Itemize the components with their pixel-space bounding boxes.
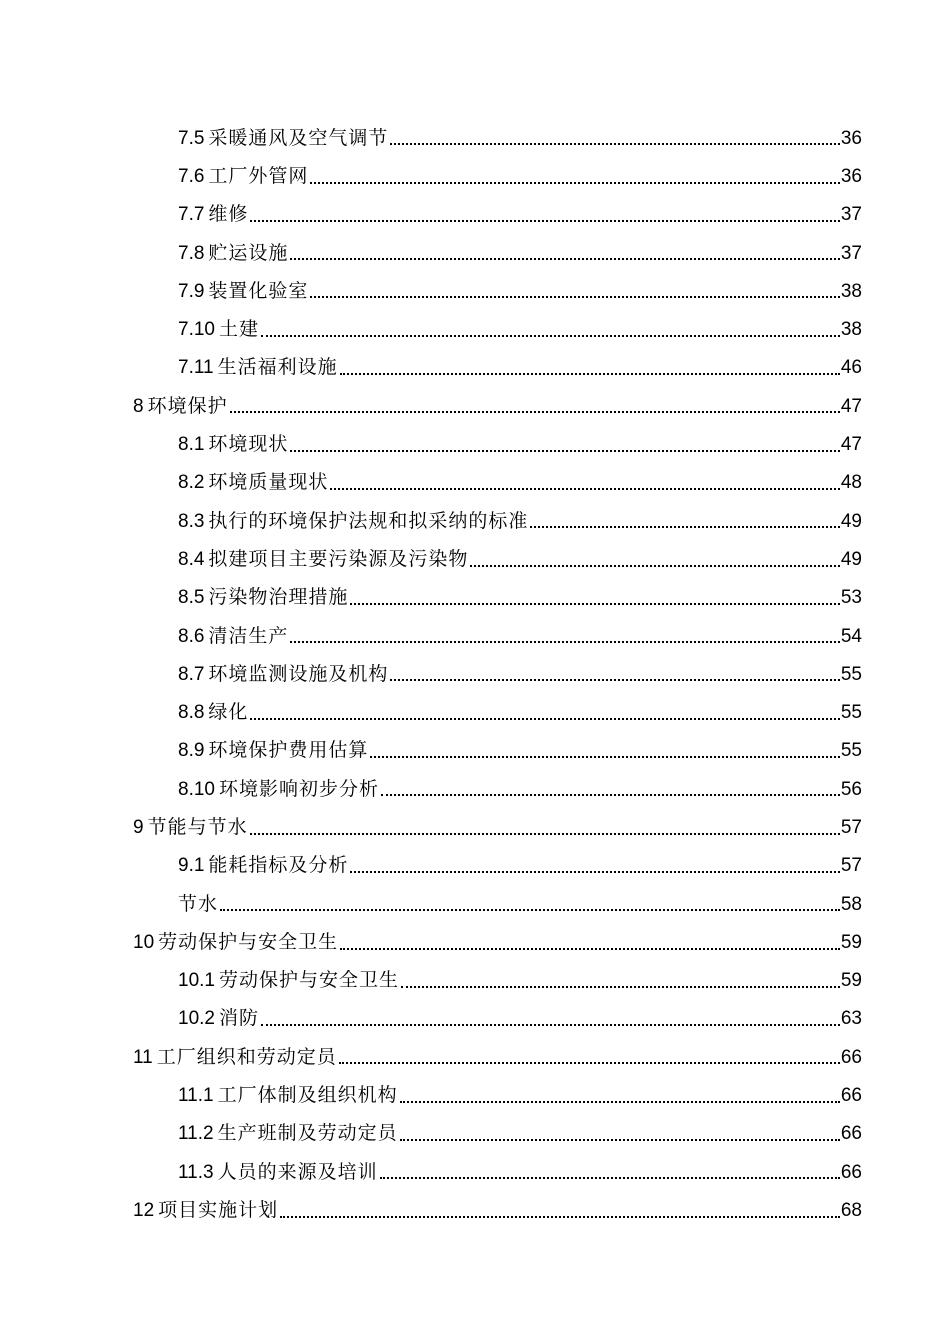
toc-entry-number: 8.5 <box>178 587 205 609</box>
toc-entry-title-text: 劳动保护与安全卫生 <box>158 930 339 953</box>
toc-entry-title <box>178 435 288 454</box>
toc-entry-page-number: 66 <box>840 1085 862 1107</box>
toc-entry-number: 9.1 <box>178 855 205 877</box>
toc-entry-number: 8.7 <box>178 663 205 685</box>
dot-leader <box>339 1062 840 1064</box>
toc-entry-title-text: 节水 <box>178 892 219 915</box>
toc-entry-number: 7.11 <box>178 357 214 379</box>
toc-entry-title <box>178 971 399 990</box>
toc-entry-number: 8.6 <box>178 625 205 647</box>
toc-entry-title-text: 能耗指标及分析 <box>208 854 349 877</box>
toc-chapter-entry[interactable] <box>0 923 950 961</box>
toc-entry-title <box>178 1124 398 1143</box>
toc-entry-title <box>133 930 339 953</box>
toc-entry-page-number: 66 <box>840 1123 862 1145</box>
dot-leader <box>310 182 839 184</box>
toc-entry-page-number: 55 <box>840 663 862 685</box>
dot-leader <box>250 220 839 222</box>
toc-entry-title <box>178 473 328 492</box>
toc-entry-number: 7.5 <box>178 127 205 149</box>
toc-entry-page-number: 47 <box>840 434 862 456</box>
toc-section-entry[interactable] <box>0 732 950 770</box>
toc-entry-title <box>178 741 368 760</box>
toc-entry-page-number: 36 <box>840 127 862 149</box>
dot-leader <box>250 718 839 720</box>
toc-entry-title <box>178 703 248 722</box>
toc-entry-number: 8.1 <box>178 434 205 456</box>
toc-entry-page-number: 57 <box>840 855 862 877</box>
toc-section-entry[interactable] <box>0 272 950 310</box>
toc-entry-title <box>178 509 529 532</box>
toc-entry-number: 8.10 <box>178 778 215 800</box>
dot-leader <box>290 641 839 643</box>
toc-entry-number: 11.3 <box>178 1161 214 1183</box>
toc-entry-title <box>133 394 228 417</box>
toc-entry-title-text: 生活福利设施 <box>217 356 338 379</box>
toc-entry-number: 11.1 <box>178 1085 214 1107</box>
toc-section-entry[interactable] <box>0 655 950 693</box>
table-of-contents <box>0 119 950 1230</box>
dot-leader <box>350 603 839 605</box>
toc-chapter-entry[interactable] <box>0 808 950 846</box>
toc-entry-title <box>178 856 348 875</box>
toc-entry-title-text: 污染物治理措施 <box>208 586 349 609</box>
toc-entry-title-text: 贮运设施 <box>208 241 289 264</box>
toc-entry-number: 10 <box>133 931 155 953</box>
toc-entry-page-number: 66 <box>840 1161 862 1183</box>
toc-entry-title <box>178 205 248 224</box>
toc-entry-title <box>178 126 389 149</box>
toc-entry-page-number: 38 <box>840 280 862 302</box>
toc-entry-title-text: 环境保护费用估算 <box>208 739 369 762</box>
toc-entry-title-text: 工厂体制及组织机构 <box>217 1084 398 1107</box>
toc-entry-title-text: 环境监测设施及机构 <box>208 662 389 685</box>
toc-chapter-entry[interactable] <box>0 387 950 425</box>
toc-entry-number: 8.2 <box>178 472 205 494</box>
toc-entry-title-text: 项目实施计划 <box>158 1198 279 1221</box>
toc-entry-title-text: 环境质量现状 <box>208 471 329 494</box>
toc-entry-title <box>178 358 338 377</box>
toc-entry-number: 8 <box>133 395 144 417</box>
toc-entry-page-number: 53 <box>840 587 862 609</box>
toc-entry-page-number: 57 <box>840 816 862 838</box>
dot-leader <box>330 488 839 490</box>
toc-entry-page-number: 55 <box>840 702 862 724</box>
dot-leader <box>470 565 839 567</box>
toc-entry-page-number: 46 <box>840 357 862 379</box>
toc-section-entry[interactable] <box>0 157 950 195</box>
toc-entry-page-number: 48 <box>840 472 862 494</box>
toc-section-entry[interactable] <box>0 579 950 617</box>
dot-leader <box>350 871 839 873</box>
toc-entry-page-number: 63 <box>840 1008 862 1030</box>
toc-entry-title <box>178 1009 259 1028</box>
dot-leader <box>390 679 839 681</box>
toc-entry-page-number: 59 <box>840 970 862 992</box>
toc-entry-title-text: 工厂外管网 <box>208 164 309 187</box>
toc-entry-number: 7.6 <box>178 165 205 187</box>
toc-entry-title-text: 拟建项目主要污染源及污染物 <box>208 547 469 570</box>
dot-leader <box>261 335 840 337</box>
dot-leader <box>230 411 840 413</box>
toc-entry-page-number: 38 <box>840 319 862 341</box>
dot-leader <box>280 1216 840 1218</box>
toc-section-entry[interactable] <box>0 464 950 502</box>
toc-entry-page-number: 49 <box>840 548 862 570</box>
toc-entry-number: 11.2 <box>178 1123 214 1145</box>
toc-entry-title-text: 人员的来源及培训 <box>217 1160 378 1183</box>
dot-leader <box>400 1101 840 1103</box>
toc-entry-title-text: 劳动保护与安全卫生 <box>218 969 399 992</box>
toc-section-entry[interactable] <box>0 425 950 463</box>
toc-entry-title-text: 装置化验室 <box>208 279 309 302</box>
toc-entry-page-number: 47 <box>840 395 862 417</box>
toc-entry-number: 8.3 <box>178 510 205 532</box>
toc-entry-title-text: 绿化 <box>208 701 249 724</box>
dot-leader <box>290 258 839 260</box>
toc-entry-title-text: 维修 <box>208 203 249 226</box>
toc-section-entry[interactable] <box>0 847 950 885</box>
toc-entry-title <box>178 662 389 685</box>
toc-entry-title <box>133 1198 279 1221</box>
dot-leader <box>381 794 840 796</box>
toc-entry-number: 7.9 <box>178 280 205 302</box>
toc-section-entry[interactable] <box>0 1153 950 1191</box>
toc-entry-number: 11 <box>133 1046 153 1068</box>
toc-entry-title <box>178 624 289 647</box>
toc-entry-page-number: 37 <box>840 204 862 226</box>
dot-leader <box>401 986 840 988</box>
toc-section-entry[interactable] <box>0 119 950 157</box>
toc-section-entry[interactable] <box>0 1115 950 1153</box>
toc-entry-title-text: 执行的环境保护法规和拟采纳的标准 <box>208 509 529 532</box>
toc-entry-title-text: 节能与节水 <box>147 815 248 838</box>
toc-entry-title <box>178 1086 398 1105</box>
dot-leader <box>390 143 839 145</box>
toc-entry-number: 8.9 <box>178 740 205 762</box>
toc-entry-number: 12 <box>133 1199 155 1221</box>
toc-entry-title <box>178 320 259 339</box>
toc-entry-title-text: 生产班制及劳动定员 <box>217 1122 398 1145</box>
toc-entry-title-text: 清洁生产 <box>208 624 289 647</box>
toc-section-entry[interactable] <box>0 196 950 234</box>
toc-section-entry[interactable] <box>0 617 950 655</box>
dot-leader <box>530 526 839 528</box>
toc-chapter-entry[interactable] <box>0 1038 950 1076</box>
dot-leader <box>310 296 839 298</box>
toc-entry-page-number: 56 <box>840 778 862 800</box>
toc-entry-title <box>178 241 289 264</box>
toc-section-entry[interactable] <box>0 540 950 578</box>
toc-entry-title-text: 环境影响初步分析 <box>218 777 379 800</box>
toc-section-entry[interactable] <box>0 1076 950 1114</box>
dot-leader <box>400 1139 840 1141</box>
toc-entry-page-number: 58 <box>840 893 862 915</box>
toc-entry-title <box>178 547 469 570</box>
toc-entry-title-text: 环境现状 <box>208 433 289 456</box>
toc-entry-title <box>133 815 248 838</box>
dot-leader <box>340 373 840 375</box>
toc-entry-number: 8.8 <box>178 702 205 724</box>
toc-section-entry[interactable] <box>0 502 950 540</box>
toc-entry-number: 10.2 <box>178 1008 215 1030</box>
toc-entry-title <box>178 777 379 800</box>
toc-section-entry[interactable] <box>0 234 950 272</box>
toc-entry-number: 7.7 <box>178 204 205 226</box>
toc-entry-page-number: 68 <box>840 1199 862 1221</box>
toc-entry-page-number: 37 <box>840 242 862 264</box>
dot-leader <box>370 756 839 758</box>
toc-entry-title-text: 土建 <box>218 318 259 341</box>
toc-entry-page-number: 36 <box>840 165 862 187</box>
toc-section-entry[interactable] <box>0 885 950 923</box>
dot-leader <box>340 948 840 950</box>
dot-leader <box>220 909 840 911</box>
toc-entry-number: 7.8 <box>178 242 205 264</box>
toc-entry-title-text: 消防 <box>218 1007 259 1030</box>
toc-entry-title <box>178 892 219 915</box>
dot-leader <box>250 833 840 835</box>
toc-entry-page-number: 49 <box>840 510 862 532</box>
dot-leader <box>290 450 839 452</box>
toc-entry-number: 9 <box>133 816 144 838</box>
toc-entry-title-text: 采暖通风及空气调节 <box>208 126 389 149</box>
toc-chapter-entry[interactable] <box>0 1191 950 1229</box>
toc-entry-number: 7.10 <box>178 319 215 341</box>
toc-entry-page-number: 59 <box>840 931 862 953</box>
toc-section-entry[interactable] <box>0 1000 950 1038</box>
toc-entry-title <box>133 1045 337 1068</box>
toc-section-entry[interactable] <box>0 770 950 808</box>
toc-entry-title <box>178 279 309 302</box>
toc-entry-title-text: 环境保护 <box>147 394 228 417</box>
toc-entry-page-number: 55 <box>840 740 862 762</box>
toc-entry-title <box>178 1160 378 1183</box>
toc-entry-title <box>178 588 348 607</box>
toc-entry-page-number: 54 <box>840 625 862 647</box>
toc-entry-number: 8.4 <box>178 548 205 570</box>
toc-section-entry[interactable] <box>0 693 950 731</box>
toc-section-entry[interactable] <box>0 962 950 1000</box>
toc-section-entry[interactable] <box>0 310 950 348</box>
toc-entry-title-text: 工厂组织和劳动定员 <box>156 1045 337 1068</box>
dot-leader <box>261 1024 840 1026</box>
dot-leader <box>380 1177 840 1179</box>
toc-section-entry[interactable] <box>0 349 950 387</box>
toc-entry-title <box>178 164 309 187</box>
toc-entry-number: 10.1 <box>178 970 215 992</box>
toc-entry-page-number: 66 <box>840 1046 862 1068</box>
